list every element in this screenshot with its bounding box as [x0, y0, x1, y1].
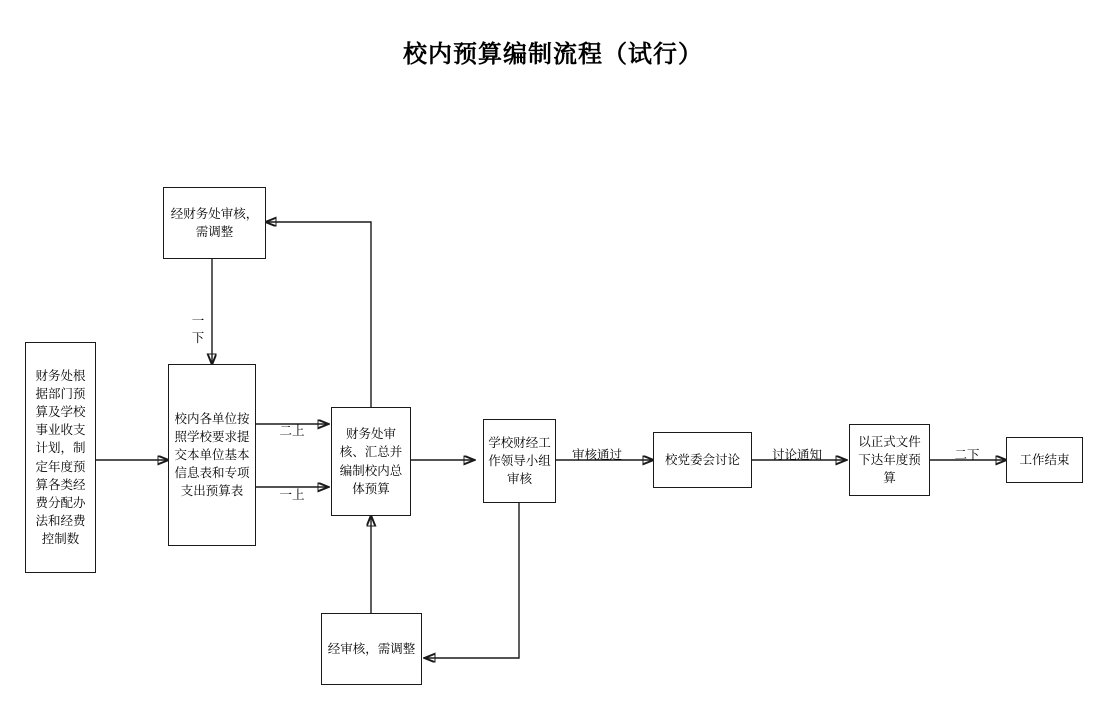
page-title: 校内预算编制流程（试行）	[403, 40, 703, 68]
edge-label-review-passed-text: 审核通过	[571, 446, 622, 462]
edge-label-discussion-notice-text: 讨论通知	[771, 446, 822, 462]
edge-label-first-up	[268, 470, 316, 504]
node-official-doc-label: 以正式文件下达年度预算	[858, 433, 921, 486]
edge-label-second-up	[268, 406, 316, 440]
edge-label-first-down-text: 一下	[191, 312, 205, 345]
edge-group-to-revise-audit	[425, 503, 519, 658]
node-finance-plan[interactable]	[25, 342, 96, 573]
edge-review-to-revise-finance	[266, 222, 371, 407]
node-finance-plan-label: 财务处根据部门预算及学校事业收支计划，制定年度预算各类经费分配办法和经费控制数	[35, 367, 86, 546]
node-party-committee[interactable]	[653, 432, 752, 488]
edge-label-first-up-text: 一上	[279, 486, 305, 502]
node-party-committee-label: 校党委会讨论	[664, 451, 740, 467]
edge-label-second-up-text: 二上	[279, 422, 305, 438]
edge-label-second-down	[947, 430, 987, 464]
node-units-submit-label: 校内各单位按照学校要求提交本单位基本信息表和专项支出预算表	[174, 410, 250, 499]
node-end[interactable]	[1006, 437, 1083, 483]
node-revise-finance[interactable]	[163, 187, 266, 259]
edge-label-second-down-text: 二下	[954, 446, 980, 462]
node-leading-group[interactable]	[483, 419, 556, 503]
node-revise-audit-label: 经审核，需调整	[327, 640, 416, 656]
node-units-submit[interactable]	[168, 364, 256, 546]
node-leading-group-label: 学校财经工作领导小组审核	[488, 434, 551, 487]
node-end-label: 工作结束	[1019, 451, 1070, 467]
node-finance-review[interactable]	[331, 407, 411, 516]
edge-label-review-passed	[566, 430, 628, 464]
node-revise-audit[interactable]	[321, 613, 422, 685]
node-official-doc[interactable]	[849, 424, 930, 496]
edge-label-first-down	[187, 296, 209, 347]
edge-label-discussion-notice	[766, 430, 828, 464]
node-revise-finance-label: 经财务处审核，需调整	[170, 205, 259, 239]
node-finance-review-label: 财务处审核、汇总并编制校内总体预算	[339, 426, 403, 496]
